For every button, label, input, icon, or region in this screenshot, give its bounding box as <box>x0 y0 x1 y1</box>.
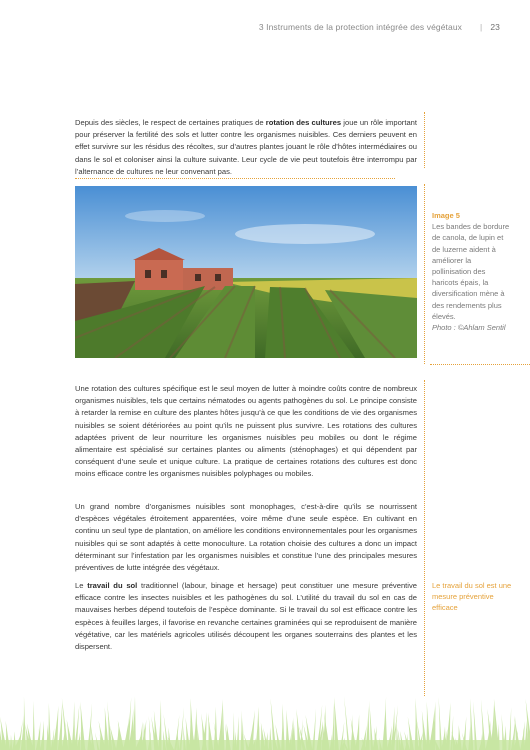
frame-divider <box>75 178 395 179</box>
frame-divider <box>424 184 425 364</box>
running-header <box>259 22 500 32</box>
paragraph-crop-rotation-intro: Depuis des siècles, le respect de certaines pratiques de rotation des cultures joue un rôle important pour préserver la fertilité des sols et lutter contre les organismes nuisibles. Ces derniers peuvent en effet survivre sur les résidus des récoltes, sur d’autres plantes jouant le rôle d’hôtes intermédiaires ou dans le sol et coloniser ainsi la culture suivante. Leur cycle de vie peut toutefois être interrompu par l’alternance de cultures ne leur convenant pas. <box>75 118 418 176</box>
grass-decoration <box>0 688 530 750</box>
image-caption-title: Image 5 <box>432 211 460 220</box>
paragraph-soil-tillage: Le travail du sol traditionnel (labour, binage et hersage) peut constituer une mesure préventive efficace contre les insectes nuisibles et les pathogènes du sol. L’utilité du travail du sol en cas de mauvaises herbes dépend toutefois de l’espèce dominante. Si le travail du sol est efficace contre les espèces à feuilles larges, il favorise en revanche certaines graminées qui se reproduisent de manière végétative, car les matériels agricoles utilisés découpent les organes souterrains des plantes et les dispersent. <box>75 581 417 652</box>
image-caption <box>432 210 512 333</box>
photo-credit: Photo : ©Ahlam Sentil <box>432 323 506 333</box>
image-caption-text: Les bandes de bordure de canola, de lupin et de luzerne aident à améliorer la pollinisation des haricots épais, la diversification mène à des rendements plus élevés. <box>432 222 510 321</box>
header-separator: | <box>480 22 483 32</box>
bold-term-soil-tillage: travail du sol <box>87 581 138 590</box>
field-photo <box>75 186 417 358</box>
margin-note: Le travail du sol est une mesure préventive efficace <box>432 581 512 613</box>
frame-divider <box>424 380 425 696</box>
page-number: 23 <box>490 22 500 32</box>
chapter-title: 3 Instruments de la protection intégrée des végétaux <box>258 22 463 32</box>
frame-divider <box>430 364 530 365</box>
frame-divider <box>424 112 425 168</box>
paragraph-specific-rotation: Une rotation des cultures spécifique est le seul moyen de lutter à moindre coûts contre de nombreux organismes nuisibles, tels que certains nématodes ou agents pathogènes du sol. Le principe consiste à retarder la remise en culture des plantes hôtes jusqu’à ce que les conditions de vie des organismes nuisibles se soient détériorées au point qu’ils ne puissent plus survivre. Les rotations des cultures adaptées privent de leur nourriture les organismes nuisibles peu mobiles ou dont le régime alimentaire est spécialisé sur certaines plantes ou aliments (sténophages) et qui dépendent par conséquent d’une seule et unique culture. La pratique de certaines rotations des cultures est donc moins efficace contre les organismes nuisibles polyphages ou mobiles. <box>75 384 417 479</box>
paragraph-monophagous-pests: Un grand nombre d’organismes nuisibles sont monophages, c’est-à-dire qu’ils se nourrissent d’espèces végétales étroitement apparentées, voire même d’une seule espèce. En cultivant en continu un seul type de plantation, on améliore les conditions environnementales pour les organismes nuisibles qui se sont adaptés à cette monoculture. La rotation choisie des cultures a donc un impact déterminant sur l’infestation par les organismes nuisibles et constitue l’une des principales mesures préventives de lutte intégrée des végétaux. <box>75 502 417 573</box>
bold-term-crop-rotation: rotation des cultures <box>265 118 342 127</box>
